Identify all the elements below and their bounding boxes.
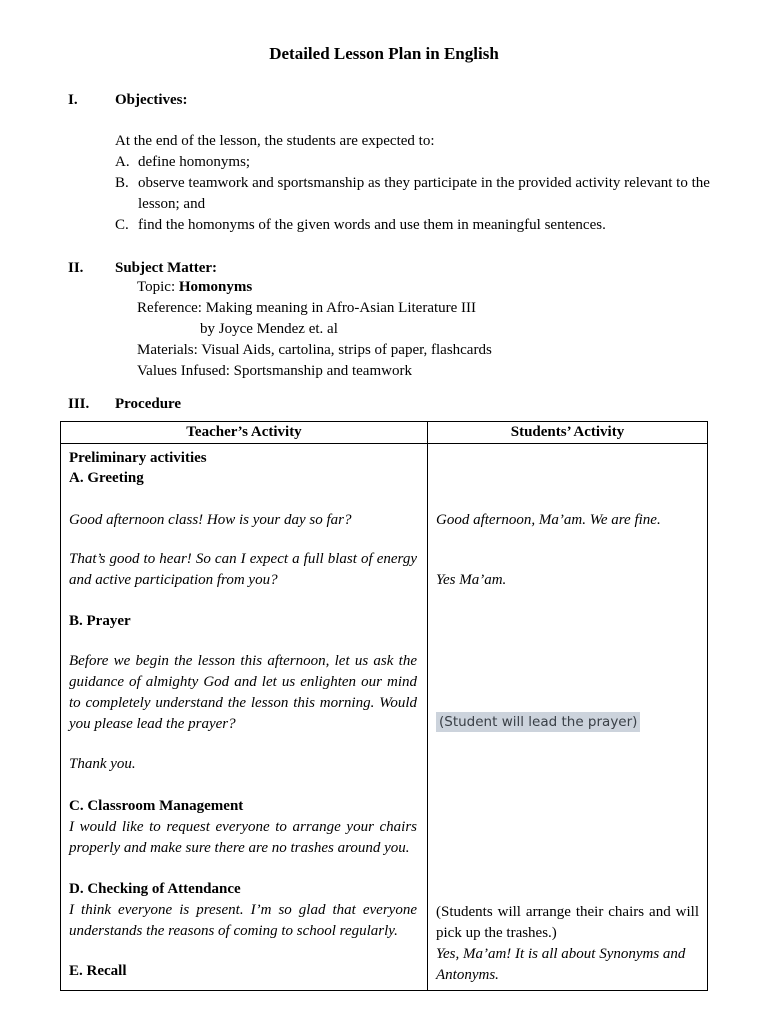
page-title: Detailed Lesson Plan in English xyxy=(269,44,499,63)
objectives-heading-label: Objectives: xyxy=(115,92,188,108)
students-activity-header: Students’ Activity xyxy=(510,424,625,440)
students-prayer-action-highlight: (Student will lead the prayer) xyxy=(436,712,640,732)
topic-line xyxy=(137,277,768,298)
values-line: Values Infused: Sportsmanship and teamwork xyxy=(137,363,412,379)
students-arrange-action: (Students will arrange their chairs and will pick up the trashes.) xyxy=(436,904,699,941)
reference-author-line: by Joyce Mendez et. al xyxy=(200,321,338,337)
preliminary-activities-label: Preliminary activities xyxy=(69,450,207,466)
teacher-attendance-paragraph: I think everyone is present. I’m so glad that everyone understands the reasons of coming to school regularly. xyxy=(69,902,417,939)
objective-marker: C. xyxy=(115,217,129,233)
recall-heading: E. Recall xyxy=(69,963,127,979)
greeting-heading: A. Greeting xyxy=(69,470,144,486)
objectives-heading xyxy=(68,92,768,109)
procedure-heading xyxy=(68,396,768,413)
objective-item xyxy=(115,152,722,173)
reference-line: Reference: Making meaning in Afro-Asian Literature III xyxy=(137,300,477,316)
objective-item xyxy=(115,173,722,215)
students-recall-reply: Yes, Ma’am! It is all about Synonyms and Antonyms. xyxy=(436,946,686,983)
procedure-numeral: III. xyxy=(68,396,90,412)
objective-marker: B. xyxy=(115,175,129,191)
subject-matter-heading xyxy=(68,260,768,277)
teacher-activity-header: Teacher’s Activity xyxy=(61,422,428,443)
procedure-table xyxy=(60,421,708,991)
teacher-classroom-paragraph: I would like to request everyone to arrange your chairs properly and make sure there are no trashes around you. xyxy=(69,819,417,856)
teacher-activity-cell xyxy=(61,444,428,990)
students-energy-reply: Yes Ma’am. xyxy=(436,572,507,588)
topic-label: Topic: xyxy=(137,279,179,295)
procedure-table-header xyxy=(61,422,707,444)
objectives-list xyxy=(115,152,722,236)
objective-text: define homonyms; xyxy=(138,154,251,170)
students-activity-cell xyxy=(428,444,707,990)
subject-matter-heading-label: Subject Matter: xyxy=(115,260,218,276)
objectives-intro: At the end of the lesson, the students are expected to: xyxy=(115,133,435,149)
topic-value: Homonyms xyxy=(178,279,253,295)
subject-matter-numeral: II. xyxy=(68,260,84,276)
procedure-heading-label: Procedure xyxy=(115,396,182,412)
objective-marker: A. xyxy=(115,154,130,170)
teacher-energy-line: That’s good to hear! So can I expect a full blast of energy and active participation from you? xyxy=(69,551,417,588)
objective-text: observe teamwork and sportsmanship as they participate in the provided activity relevant to the lesson; and xyxy=(138,175,710,212)
teacher-prayer-paragraph: Before we begin the lesson this afternoon, let us ask the guidance of almighty God and let us enlighten our mind to completely understand the lesson this morning. Would you please lead the prayer? xyxy=(69,653,417,732)
students-prayer-action xyxy=(436,712,699,733)
materials-line: Materials: Visual Aids, cartolina, strips of paper, flashcards xyxy=(137,342,492,358)
students-greeting-reply: Good afternoon, Ma’am. We are fine. xyxy=(436,512,661,528)
attendance-heading: D. Checking of Attendance xyxy=(69,881,241,897)
classroom-management-heading: C. Classroom Management xyxy=(69,798,244,814)
objectives-numeral: I. xyxy=(68,92,78,108)
objective-text: find the homonyms of the given words and use them in meaningful sentences. xyxy=(138,217,606,233)
teacher-thank-you-line: Thank you. xyxy=(69,756,136,772)
teacher-greeting-line: Good afternoon class! How is your day so far? xyxy=(69,512,352,528)
procedure-table-body xyxy=(61,444,707,990)
objective-item xyxy=(115,215,722,236)
prayer-heading: B. Prayer xyxy=(69,613,131,629)
